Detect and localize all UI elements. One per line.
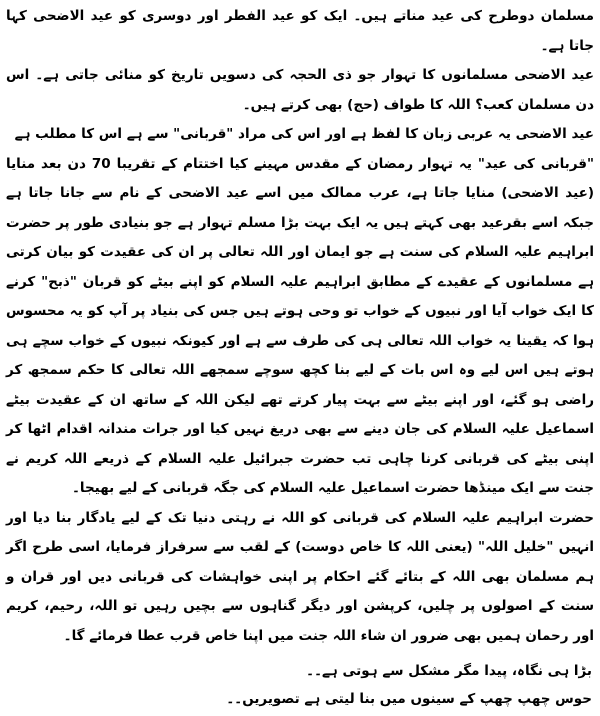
closing-couplet <box>8 657 592 713</box>
paragraph-conclusion: حضرت ابراہیم علیہ السلام کی قربانی کو اللہ نے رہتی دنیا تک کے لیے یادگار بنا دیا اور انہیں "خلیل اللہ" (یعنی اللہ کا خاص دوست) کے لقب سے سرفراز فرمایا، اسی طرح اگر ہم مسلمان بھی اللہ کے بتائے گئے احکام پر اپنی خواہشات کی قربانی دیں اور قران و سنت کے اصولوں پر چلیں، کرپشن اور دیگر گناہوں سے بچیں رہیں تو اللہ، رحیم، کریم اور رحمان ہمیں بھی ضرور ان شاء اللہ جنت میں اپنا خاص قرب عطا فرمائے گا۔ <box>6 509 594 644</box>
couplet-line-2: حوس چھپ چھپ کے سینوں میں بنا لیتی ہے تصویریں۔۔ <box>226 691 592 707</box>
article-body <box>6 2 594 651</box>
paragraph-meaning: عید الاضحی یہ عربی زبان کا لفظ ہے اور اس کی مراد "قربانی" سے ہے اس کا مطلب ہے <box>14 126 594 142</box>
paragraph-eid-ul-adha-hajj: عید الاضحی مسلمانوں کا تہوار جو ذی الحجہ کی دسویں تاریخ کو منائی جاتی ہے۔ اس دن مسلمان کعب؟ اللہ کا طواف (حج) بھی کرتے ہیں۔ <box>6 67 594 113</box>
paragraph-ibrahim-story: "قربانی کی عید" یہ تہوار رمضان کے مقدس مہینے کیا اختتام کے تقریبا 70 دن بعد منایا (عید الاضحی) منایا جاتا ہے، عرب ممالک میں اسے عید الاضحی کے نام سے جانا جاتا ہے جبکہ اسے بقرعید بھی کہتے ہیں یہ ایک بہت بڑا مسلم تہوار ہے جو بنیادی طور پر حضرت ابراہیم علیہ السلام کی سنت ہے جو ایمان اور اللہ تعالی پر ان کی عقیدت کو بیان کرتی ہے مسلمانوں کے عقیدے کے مطابق ابراہیم علیہ السلام کو اپنے بیٹے کو قربان "ذبح" کرنے کا ایک خواب آیا اور نبیوں کے خواب تو وحی ہوتے ہیں جس کی بنیاد پر آپ کو یہ محسوس ہوا کہ یقینا یہ خواب اللہ تعالی ہی کی طرف سے ہے اور کیونکہ نبیوں کے خواب سچے ہی ہوتے ہیں اس لیے وہ اس بات کے لیے بنا کچھ سوچے سمجھے اللہ تعالی کا حکم سمجھ کر راضی ہو گئے، اور اپنے بیٹے سے بہت پیار کرتے تھے لیکن اللہ کے ساتھ ان کے عقیدت بیٹے اسماعیل علیہ السلام کی جان دینے سے بھی دریغ نہیں کیا اور جرات مندانہ اقدام اٹھا کر اپنی بیٹے کی قربانی کرنا چاہی تب حضرت جبرائیل علیہ السلام کے ذریعے اللہ کریم نے جنت سے ایک مینڈھا حضرت اسماعیل علیہ السلام کی جگہ قربانی کے لیے بھیجا۔ <box>6 155 594 496</box>
paragraph-two-eids: مسلمان دوطرح کی عید مناتے ہیں۔ ایک کو عید الفطر اور دوسری کو عید الاضحی کہا جاتا ہے۔ <box>6 8 594 54</box>
couplet-line-1: بڑا ہی نگاہ، پیدا مگر مشکل سے ہوتی ہے۔۔ <box>306 663 592 679</box>
